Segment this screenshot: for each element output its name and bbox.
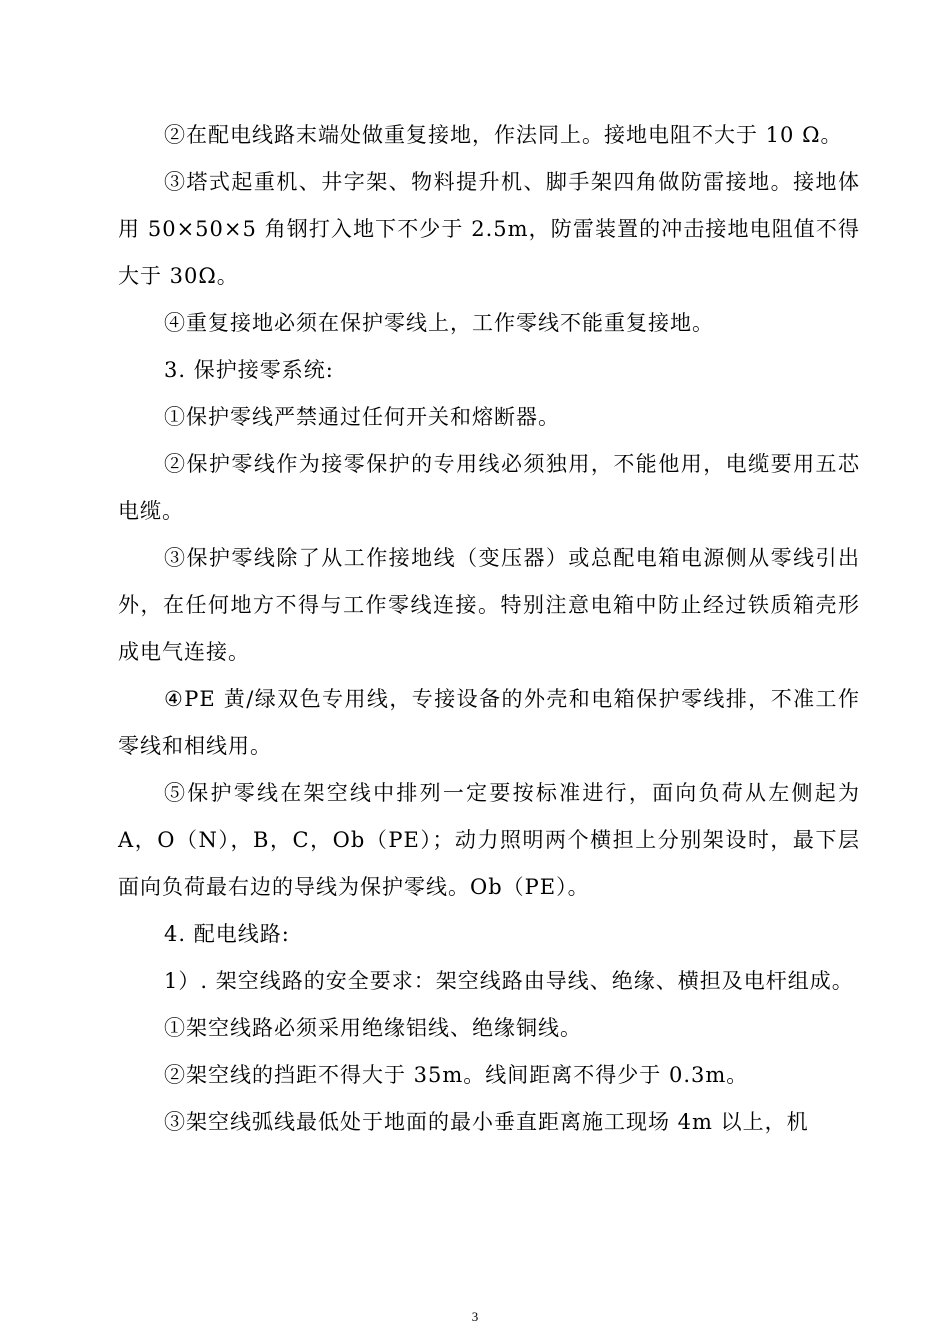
paragraph: ②架空线的挡距不得大于 35m。线间距离不得少于 0.3m。	[164, 1063, 749, 1087]
paragraph: ②保护零线作为接零保护的专用线必须独用，不能他用，电缆要用五芯电缆。	[118, 452, 860, 523]
paragraph: 1）. 架空线路的安全要求：架空线路由导线、绝缘、横担及电杆组成。	[164, 969, 854, 993]
paragraph: ③架空线弧线最低处于地面的最小垂直距离施工现场 4m 以上，机	[164, 1110, 809, 1134]
paragraph: ③塔式起重机、井字架、物料提升机、脚手架四角做防雷接地。接地体用 50×50×5 角钢打入地下不少于 2.5m，防雷装置的冲击接地电阻值不得大于 30Ω。	[118, 170, 860, 288]
body-text	[118, 112, 860, 1146]
page-number: 3	[471, 1309, 479, 1324]
section-heading: 4. 配电线路:	[164, 922, 290, 946]
paragraph: ①架空线路必须采用绝缘铝线、绝缘铜线。	[164, 1016, 582, 1040]
paragraph: ③保护零线除了从工作接地线（变压器）或总配电箱电源侧从零线引出外，在任何地方不得与工作零线连接。特别注意电箱中防止经过铁质箱壳形成电气连接。	[118, 546, 860, 664]
paragraph: ④重复接地必须在保护零线上，工作零线不能重复接地。	[164, 311, 714, 335]
paragraph: ④PE 黄/绿双色专用线，专接设备的外壳和电箱保护零线排，不准工作零线和相线用。	[118, 687, 860, 758]
paragraph: ①保护零线严禁通过任何开关和熔断器。	[164, 405, 560, 429]
section-heading: 3. 保护接零系统:	[164, 358, 334, 382]
paragraph: ②在配电线路末端处做重复接地，作法同上。接地电阻不大于 10 Ω。	[164, 123, 843, 147]
paragraph: ⑤保护零线在架空线中排列一定要按标准进行，面向负荷从左侧起为 A，O（N），B，C，Ob（PE）；动力照明两个横担上分别架设时，最下层面向负荷最右边的导线为保护零线。Ob（PE）。	[118, 781, 860, 899]
